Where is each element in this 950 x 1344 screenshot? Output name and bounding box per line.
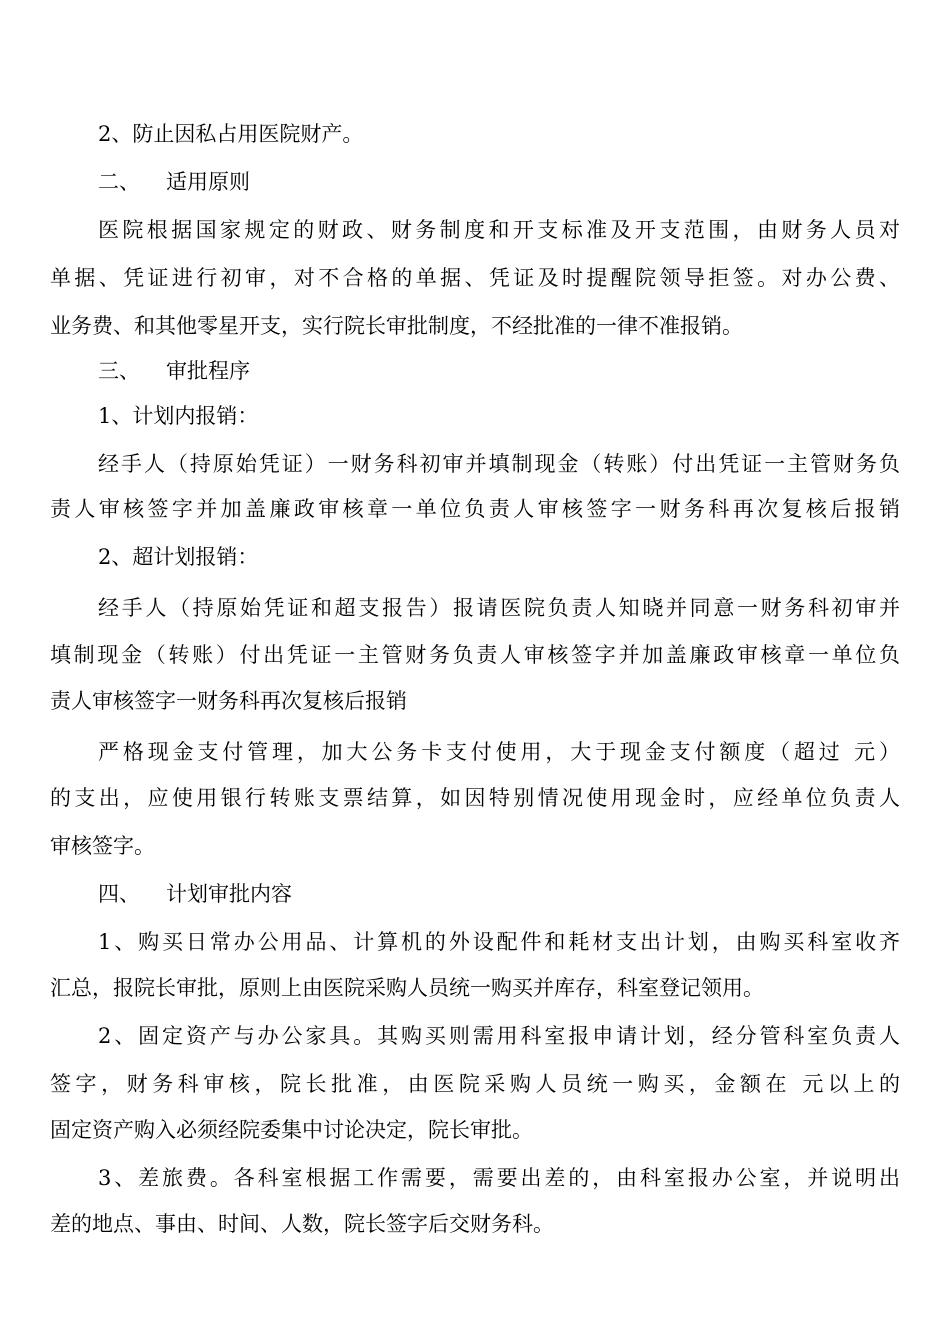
paragraph-line: 经手人（持原始凭证）一财务科初审并填制现金（转账）付出凭证一主管财务负 [98, 452, 900, 476]
paragraph-line: 差的地点、事由、时间、人数，院长签字后交财务科。 [50, 1212, 554, 1236]
section-title: 审批程序 [166, 359, 250, 383]
section-heading-3 [98, 349, 250, 393]
section-number: 三、 [98, 359, 140, 383]
paragraph-line: 医院根据国家规定的财政、财务制度和开支标准及开支范围，由财务人员对 [98, 218, 900, 242]
section-number: 二、 [98, 170, 140, 194]
paragraph-line: 责人审核签字一财务科再次复核后报销 [50, 689, 407, 713]
paragraph-line: 汇总，报院长审批，原则上由医院采购人员统一购买并库存，科室登记领用。 [50, 976, 764, 1000]
section-heading-2 [98, 160, 250, 204]
section-title: 计划审批内容 [166, 882, 292, 906]
paragraph-line: 审核签字。 [50, 834, 155, 858]
paragraph-line: 严格现金支付管理，加大公务卡支付使用，大于现金支付额度（超过 元） [98, 740, 900, 764]
paragraph-line: 填制现金（转账）付出凭证一主管财务负责人审核签字并加盖廉政审核章一单位负 [50, 643, 900, 667]
paragraph-line: 经手人（持原始凭证和超支报告）报请医院负责人知晓并同意一财务科初审并 [98, 596, 900, 620]
paragraph-line: 业务费、和其他零星开支，实行院长审批制度，不经批准的一律不准报销。 [50, 314, 743, 338]
paragraph-line: 2、防止因私占用医院财产。 [98, 122, 364, 146]
paragraph-line: 2、固定资产与办公家具。其购买则需用科室报申请计划，经分管科室负责人 [98, 1024, 900, 1048]
subsection-heading: 1、计划内报销： [98, 404, 259, 428]
section-heading-4 [98, 872, 292, 916]
paragraph-line: 责人审核签字并加盖廉政审核章一单位负责人审核签字一财务科再次复核后报销 [50, 497, 900, 521]
subsection-heading: 2、超计划报销： [98, 545, 259, 569]
paragraph-line: 3、差旅费。各科室根据工作需要，需要出差的，由科室报办公室，并说明出 [98, 1166, 900, 1190]
paragraph-line: 1、购买日常办公用品、计算机的外设配件和耗材支出计划，由购买科室收齐 [98, 930, 900, 954]
paragraph-line: 单据、凭证进行初审，对不合格的单据、凭证及时提醒院领导拒签。对办公费、 [50, 266, 900, 290]
section-title: 适用原则 [166, 170, 250, 194]
section-number: 四、 [98, 882, 140, 906]
paragraph-line: 的支出，应使用银行转账支票结算，如因特别情况使用现金时，应经单位负责人 [50, 786, 900, 810]
paragraph-line: 固定资产购入必须经院委集中讨论决定，院长审批。 [50, 1118, 533, 1142]
paragraph-line: 签字，财务科审核，院长批准，由医院采购人员统一购买，金额在 元以上的 [50, 1072, 900, 1096]
